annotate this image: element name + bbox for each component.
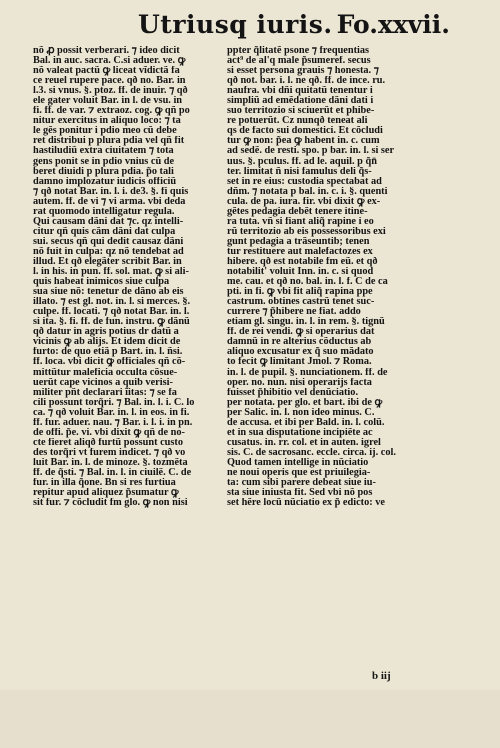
text-line: damnũ in re alterius cõductus ab — [227, 337, 372, 348]
left-text-column — [33, 46, 223, 508]
text-line: le gẽs ponitur i pdio meo cũ debe — [33, 126, 177, 137]
text-line: hastiludiũ extra ciuitatem ⁊ tota — [33, 146, 174, 157]
signature-mark: b iij — [372, 670, 391, 682]
text-line: ne noui operis que est priuilegia- — [227, 467, 371, 478]
text-line: luit Bar. in. l. de minoze. §. tozmẽta — [33, 457, 188, 468]
text-line: ter. limitat ñ nisi famulus deli q̃s- — [227, 166, 372, 177]
text-line: ff. de q̃sti. ⁊ Bal. in. l. in ciuilẽ. C. de — [33, 467, 192, 478]
text-line: sit fur. ⁊ cõcludit fm glo. ꝙ non nisi — [33, 498, 188, 509]
text-line: rũ territozio ab eis possessoribus exi — [227, 226, 386, 237]
text-line: de offi. p̃e. vi. vbi dixit ꝙ qñ de no- — [33, 427, 185, 438]
text-line: fuisset p̃hibitio vel denũciatio. — [227, 387, 359, 398]
text-line: nõ fuit in culpa: qz nõ tendebat ad — [33, 246, 184, 257]
text-line: l.3. si vnus. §. ptoz. ff. de inuir. ⁊ qð — [33, 86, 188, 97]
text-line: set hẽre locũ nũciatio ex p̃ edicto: ve — [227, 498, 385, 509]
text-line: castrum. obtines castrũ tenet suc- — [227, 297, 375, 308]
text-line: si ita. §. fi. ff. de fun. instru. ꝙ dãnũ — [33, 317, 190, 328]
text-line: set in re eius: custodia spectabat ad — [227, 176, 382, 187]
text-line: nõ ꝓ possit verberari. ⁊ ideo dicit — [33, 46, 180, 56]
text-line: simpliũ ad emẽdatione dãni dati i — [227, 96, 374, 107]
text-line: re potuerũt. C̃z nunqð teneat ali — [227, 116, 368, 127]
running-title: Utriusq iuris. — [138, 10, 333, 39]
text-line: ff. de rei vendi. ꝙ si operarius dat — [227, 327, 375, 338]
text-line: si esset persona grauis ⁊ honesta. ⁊ — [227, 66, 379, 77]
text-line: mittũtur maleficia occulta cõsue- — [33, 367, 178, 378]
text-line: ta: cum sibi parere debeat siue iu- — [227, 478, 376, 489]
text-line: ad sedẽ. de resti. spo. p bar. in. l. si ser — [227, 146, 395, 157]
text-line: rat quomodo intelligatur regula. — [33, 206, 175, 217]
text-line: sta siue iniusta fit. Sed vbi nõ pos — [227, 488, 373, 499]
text-line: sua siue nõ: tenetur de dãno ab eis — [33, 287, 184, 298]
text-line: ⁊ qð notat Bar. in. l. i. de3. §. fi quis — [33, 186, 189, 197]
right-text-column — [227, 46, 423, 508]
text-line: ff. fur. aduer. nau. ⁊ Bar. i. l. i. in pn. — [33, 417, 193, 428]
text-line: notabilit' voluit Inn. in. c. si quod — [227, 267, 374, 278]
text-line: currere ⁊ p̃hibere ne fiat. addo — [227, 307, 361, 318]
text-line: tur restituere aut malefactozes ex — [227, 246, 373, 257]
text-line: illato. ⁊ est gl. not. in. l. si merces. §. — [33, 297, 191, 308]
text-line: culpe. ff. locati. ⁊ qð notat Bar. in. l. — [33, 307, 190, 318]
text-line: militer pñt declarari ĩitas: ⁊ se fa — [33, 387, 177, 398]
text-line: cili possunt torq̃ri. ⁊ Bal. in. l. i. C. lo — [33, 397, 195, 408]
text-line: me. cau. et qð no. bal. in. l. f. C de ca — [227, 277, 388, 288]
text-line: fi. ff. de var. ⁊ extraoz. cog. ꝙ qñ po — [33, 106, 190, 117]
text-line: Qui causam dãni dat ⁊c. qz intelli- — [33, 216, 184, 227]
text-line: beret diuidi p plura pdia. p̃o tali — [33, 166, 174, 177]
text-line: sui. secus qñ qui dedit causaz dãni — [33, 236, 184, 247]
text-line: repitur apud aliquez p̃sumatur ꝙ — [33, 488, 179, 499]
text-line: autem. ff. de vi ⁊ vi arma. vbi deda — [33, 196, 186, 207]
text-line: ce reuel rupere pace. qð no. Bar. in — [33, 76, 186, 87]
text-line: nitur exercitus in aliquo loco: ⁊ ta — [33, 116, 181, 127]
text-line: ele gater voluit Bar. in l. de vsu. in — [33, 96, 183, 107]
text-line: naufra. vbi dñi quitatũ tenentur i — [227, 86, 373, 97]
text-line: qð not. bar. i. l. ne qð. ff. de ince. ru. — [227, 76, 386, 87]
text-line: de accusa. et ibi per Bald. in. l. colũ. — [227, 417, 385, 428]
text-line: gens ponit se in pdio vnius cũ de — [33, 156, 175, 167]
text-line: tur ꝙ non: p̃ea ꝙ habent in. c. cum — [227, 136, 380, 147]
text-line: suo territozio si sciuerũt et phibe- — [227, 106, 375, 117]
page-lower-margin — [0, 690, 500, 748]
text-line: ff. loca. vbi dicit ꝙ officiales qñ cõ- — [33, 357, 186, 368]
text-line: Quod tamen intellige in nũciatio — [227, 457, 369, 468]
text-line: qð datur in agris potius dr datũ a — [33, 327, 179, 338]
text-line: to fecit ꝙ limitant Jmol. ⁊ Roma. — [227, 357, 372, 368]
text-line: ca. ⁊ qð voluit Bar. in. l. in eos. in fi. — [33, 407, 190, 418]
text-line: illud. Et qð elegãter scribit Bar. in — [33, 256, 182, 267]
text-line: ra tuta. vñ si fiant aliq̃ rapine i eo — [227, 216, 374, 227]
text-line: oper. no. nun. nisi operarijs facta — [227, 377, 372, 388]
text-line: nõ valeat pactũ ꝙ liceat vĩdictã fa — [33, 66, 180, 77]
text-line: quis habeat inimicos siue culpa — [33, 277, 170, 288]
text-line: uus. §. pculus. ff. ad le. aquil. p q̃n̄ — [227, 156, 377, 167]
text-line: in. l. de pupil. §. nunciationem. ff. de — [227, 367, 388, 378]
text-line: citur qñ quis cãm dãni dat culpa — [33, 226, 176, 237]
text-line: pti. in fi. ꝙ vbi fit aliq̃ rapina ppe — [227, 287, 373, 298]
text-line: gẽtes pedagia debẽt tenere itine- — [227, 206, 368, 217]
text-line: des torq̃ri vt furem indicet. ⁊ qð vo — [33, 447, 186, 458]
text-line: damno implozatur iudicis officiũ — [33, 176, 177, 187]
text-line: uerũt cape vicinos a quib̃ verisi- — [33, 377, 173, 388]
text-line: l. in his. in pun. ff. sol. mat. ꝙ si ali- — [33, 267, 189, 278]
text-line: Bal. in auc. sacra. C.si aduer. ve. ꝙ — [33, 56, 186, 67]
text-line: per Salic. in. l. non ideo minus. C. — [227, 407, 375, 418]
text-line: act⁹ de al'q male p̃sumeref. secus — [227, 56, 371, 67]
text-line: cusatus. in. rr. col. et in auten. igrel — [227, 437, 381, 448]
text-line: cula. de pa. iura. fir. vbi dixit ꝙ ex- — [227, 196, 381, 207]
text-line: hibere. qð est notabile fm eũ. et qð — [227, 256, 378, 267]
text-line: etiam gl. singu. in. l. in rem. §. tignũ — [227, 317, 385, 328]
text-line: vicinis ꝙ ab alijs. Et idem dicit de — [33, 337, 181, 348]
text-line: sis. C. de sacrosanc. eccle. circa. ij. col. — [227, 447, 396, 458]
text-line: dñm. ⁊ notata p bal. in. c. i. §. quenti — [227, 186, 388, 197]
text-line: et in sua disputatione incipiẽte ac — [227, 427, 373, 438]
text-line: qs de facto sui domestici. Et cõcludi — [227, 126, 383, 137]
text-line: ppter q̃litatẽ psone ⁊ frequentias — [227, 46, 370, 56]
text-line: furto: de quo etiã p Bart. in. l. ñsi. — [33, 347, 183, 358]
page-header — [40, 6, 450, 40]
folio-number: Fo.xxvii. — [336, 10, 450, 39]
text-line: ret distribui p plura pdia vel qñ fit — [33, 136, 185, 147]
text-line: cte fieret aliqð furtũ possunt custo — [33, 437, 183, 448]
text-line: gunt pedagia a trãseuntib; tenen — [227, 236, 370, 247]
text-line: aliquo excusatur ex q̃ suo mãdato — [227, 347, 374, 358]
text-line: fur. in illa q̃one. Bn si res furtiua — [33, 478, 176, 489]
text-line: per notata. per glo. et bart. ibi de ꝙ — [227, 397, 383, 408]
